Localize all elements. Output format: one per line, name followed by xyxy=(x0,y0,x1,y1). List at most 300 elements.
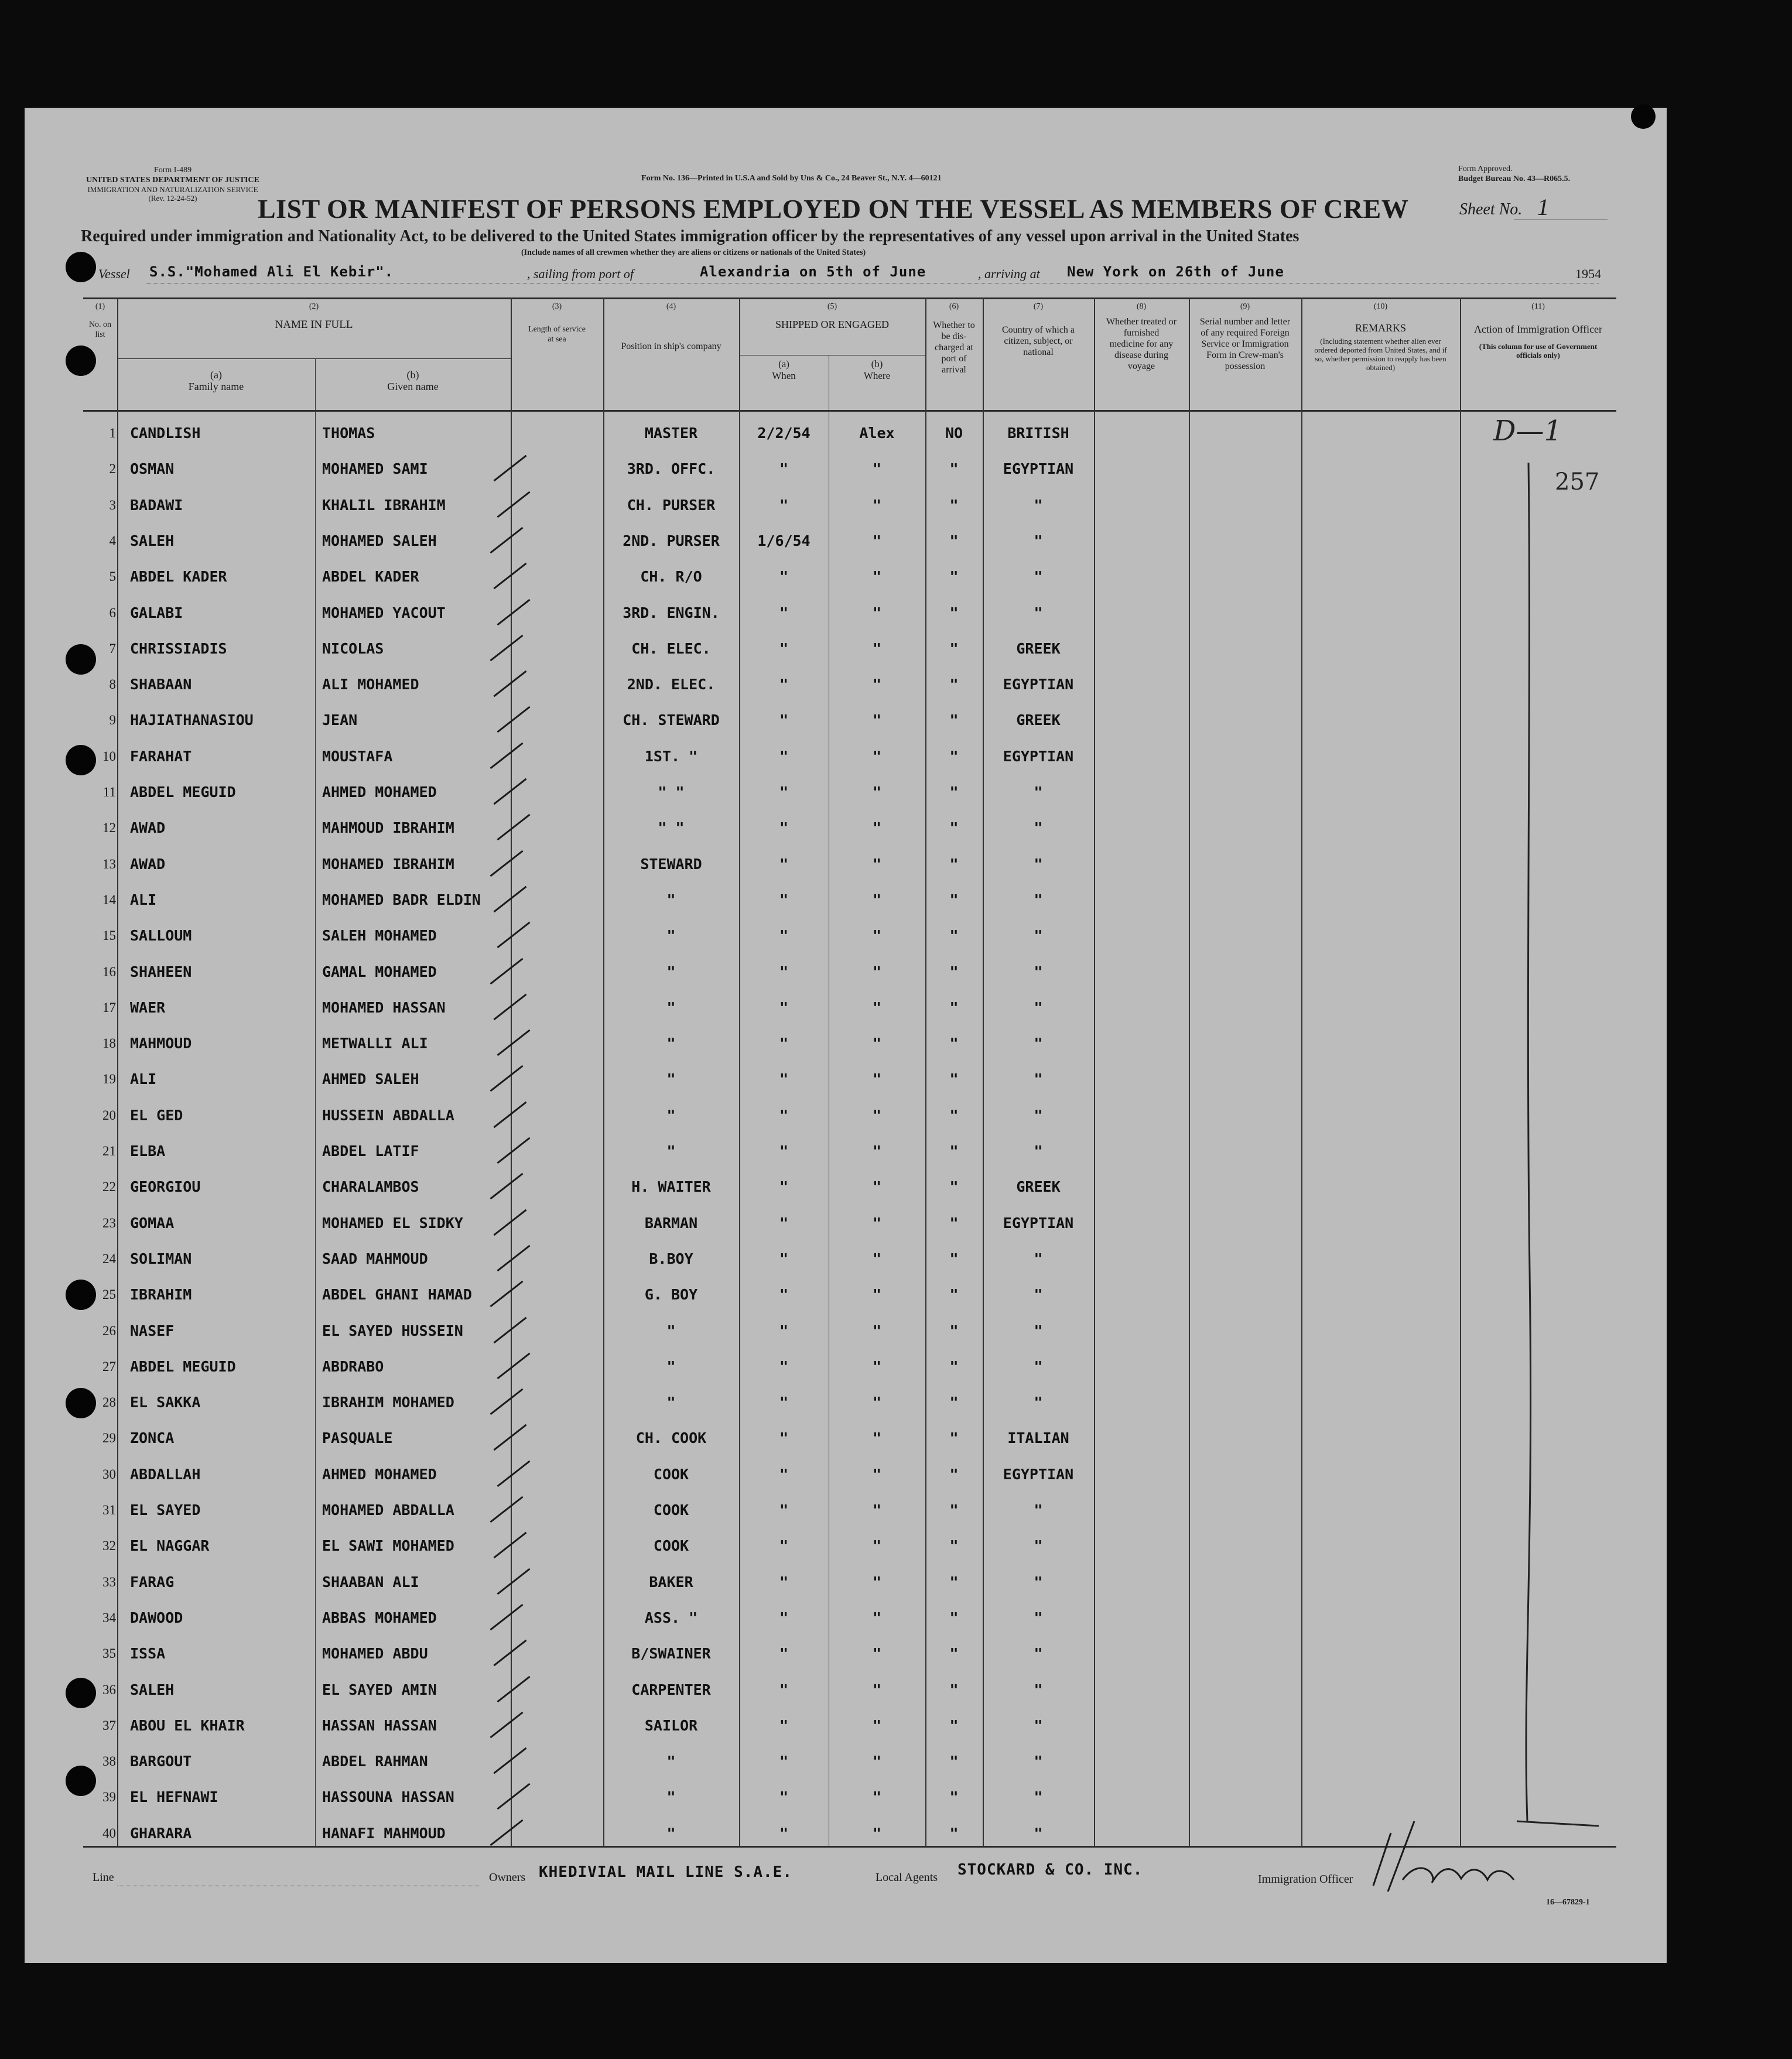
cell-discharged: " xyxy=(949,1215,959,1232)
cell-where: " xyxy=(872,1322,882,1339)
cell-discharged: " xyxy=(949,927,959,944)
cell-discharged: " xyxy=(949,604,959,621)
row-number: 18 xyxy=(102,1036,116,1051)
cell-position: COOK xyxy=(653,1502,689,1518)
cell-country: " xyxy=(1034,1609,1043,1626)
row-number: 35 xyxy=(102,1646,116,1661)
cell-given: EL SAYED HUSSEIN xyxy=(322,1322,463,1339)
handwritten-d-mark: D—1 xyxy=(1493,415,1562,447)
row-number: 28 xyxy=(102,1395,116,1410)
cell-family: AWAD xyxy=(130,819,166,836)
printer-line: Form No. 136—Printed in U.S.A and Sold by Uns & Co., 24 Beaver St., N.Y. 4—60121 xyxy=(641,174,942,183)
cell-family: ABDEL MEGUID xyxy=(130,1358,236,1375)
cell-where: " xyxy=(872,1825,882,1842)
cell-discharged: " xyxy=(949,1825,959,1842)
cell-family: ZONCA xyxy=(130,1429,175,1446)
col-header-country xyxy=(983,302,1094,358)
officer-label: Immigration Officer xyxy=(1258,1873,1353,1886)
cell-discharged: " xyxy=(949,568,959,585)
col-line xyxy=(1094,297,1095,1846)
line-label: Line xyxy=(93,1871,114,1884)
cell-discharged: " xyxy=(949,640,959,657)
cell-position: CH. COOK xyxy=(635,1429,707,1446)
col-header-medicine xyxy=(1094,302,1189,372)
cell-position: G. BOY xyxy=(644,1286,698,1303)
cell-given: MOHAMED YACOUT xyxy=(322,604,446,621)
approved-text: Form Approved. xyxy=(1458,165,1513,173)
cell-family: ABDEL MEGUID xyxy=(130,784,236,801)
table-top-border xyxy=(83,297,1616,299)
cell-given: ABDEL RAHMAN xyxy=(322,1753,428,1770)
cell-discharged: " xyxy=(949,1681,959,1698)
cell-position: " xyxy=(666,1143,676,1160)
cell-family: SALLOUM xyxy=(130,927,192,944)
form-approved xyxy=(1458,164,1570,184)
cell-discharged: " xyxy=(949,963,959,980)
cell-where: " xyxy=(872,1143,882,1160)
cell-when: " xyxy=(779,1609,789,1626)
cell-given: MOHAMED ABDU xyxy=(322,1645,428,1662)
cell-discharged: " xyxy=(949,1466,959,1483)
cell-given: ABBAS MOHAMED xyxy=(322,1609,437,1626)
cell-where: " xyxy=(872,460,882,477)
row-number: 8 xyxy=(109,677,116,692)
cell-family: SHABAAN xyxy=(130,676,192,693)
cell-position: BAKER xyxy=(649,1574,693,1591)
owners-label: Owners xyxy=(489,1871,526,1884)
cell-where: " xyxy=(872,1537,882,1554)
cell-country: " xyxy=(1034,568,1043,585)
sailing-from: Alexandria on 5th of June xyxy=(700,264,926,280)
cell-discharged: " xyxy=(949,784,959,801)
arriving-label: , arriving at xyxy=(978,266,1040,281)
cell-given: MOHAMED HASSAN xyxy=(322,999,446,1016)
cell-country: " xyxy=(1034,604,1043,621)
cell-given: HASSAN HASSAN xyxy=(322,1717,437,1734)
cell-given: AHMED MOHAMED xyxy=(322,1466,437,1483)
row-number: 10 xyxy=(102,749,116,764)
col-title: REMARKS xyxy=(1355,322,1407,334)
cell-country: " xyxy=(1034,856,1043,873)
punch-hole xyxy=(66,346,96,376)
row-number: 17 xyxy=(102,1000,116,1015)
cell-discharged: " xyxy=(949,1717,959,1734)
vessel-name: S.S."Mohamed Ali El Kebir". xyxy=(149,264,394,280)
col-header-when: (a) When xyxy=(772,358,796,381)
cell-when: " xyxy=(779,1681,789,1698)
cell-given: MOHAMED IBRAHIM xyxy=(322,856,454,873)
row-number: 1 xyxy=(109,426,116,440)
col-num: (8) xyxy=(1136,302,1147,311)
row-number: 12 xyxy=(102,820,116,835)
cell-position: B.BOY xyxy=(649,1250,693,1267)
cell-where: " xyxy=(872,1178,882,1195)
row-number: 31 xyxy=(102,1503,116,1517)
cell-country: GREEK xyxy=(1016,1178,1061,1195)
form-code: 16—67829-1 xyxy=(1546,1898,1590,1907)
col-line xyxy=(1189,297,1190,1846)
cell-where: " xyxy=(872,640,882,657)
cell-discharged: " xyxy=(949,891,959,908)
cell-given: GAMAL MOHAMED xyxy=(322,963,437,980)
cell-country: ITALIAN xyxy=(1007,1429,1069,1446)
cell-where: " xyxy=(872,784,882,801)
cell-given: MOUSTAFA xyxy=(322,748,393,765)
cell-position: " xyxy=(666,1035,676,1052)
col-header-discharged xyxy=(925,302,983,375)
col-num: (7) xyxy=(1033,302,1044,311)
cell-position: COOK xyxy=(653,1466,689,1483)
cell-where: " xyxy=(872,712,882,728)
cell-discharged: NO xyxy=(945,425,963,442)
cell-when: " xyxy=(779,1035,789,1052)
vessel-label: Vessel xyxy=(98,266,130,281)
cell-position: " xyxy=(666,1070,676,1087)
row-number: 37 xyxy=(102,1718,116,1733)
row-number: 3 xyxy=(109,498,116,512)
cell-when: " xyxy=(779,784,789,801)
cell-family: WAER xyxy=(130,999,166,1016)
col-num: (2) xyxy=(309,302,319,311)
cell-country: GREEK xyxy=(1016,640,1061,657)
cell-country: " xyxy=(1034,1394,1043,1411)
cell-family: SALEH xyxy=(130,1681,175,1698)
cell-given: EL SAYED AMIN xyxy=(322,1681,437,1698)
revision: (Rev. 12-24-52) xyxy=(148,194,197,203)
cell-position: 2ND. ELEC. xyxy=(627,676,716,693)
col-num: (1) xyxy=(95,302,105,311)
row-number: 36 xyxy=(102,1682,116,1697)
cell-family: ALI xyxy=(130,1070,157,1087)
cell-when: " xyxy=(779,927,789,944)
cell-where: " xyxy=(872,676,882,693)
row-number: 15 xyxy=(102,928,116,943)
cell-when: " xyxy=(779,819,789,836)
cell-where: " xyxy=(872,891,882,908)
cell-when: " xyxy=(779,963,789,980)
cell-given: EL SAWI MOHAMED xyxy=(322,1537,454,1554)
cell-country: " xyxy=(1034,1645,1043,1662)
cell-given: SHAABAN ALI xyxy=(322,1574,419,1591)
row-number: 29 xyxy=(102,1431,116,1445)
col-num: (10) xyxy=(1373,302,1388,311)
cell-country: EGYPTIAN xyxy=(1003,1215,1074,1232)
name-subheader-line xyxy=(117,358,511,359)
cell-where: " xyxy=(872,999,882,1016)
cell-family: OSMAN xyxy=(130,460,175,477)
cell-position: MASTER xyxy=(644,425,698,442)
cell-when: " xyxy=(779,640,789,657)
col-num: (4) xyxy=(666,302,676,311)
form-subtitle-note: (Include names of all crewmen whether they are aliens or citizens or nationals of the United States) xyxy=(521,248,866,257)
cell-country: GREEK xyxy=(1016,712,1061,728)
cell-discharged: " xyxy=(949,1788,959,1805)
cell-family: SHAHEEN xyxy=(130,963,192,980)
form-subtitle: Required under immigration and Nationality Act, to be delivered to the United States immigration officer by the representatives of any vessel upon arrival in the United States xyxy=(81,227,1299,245)
cell-position: " xyxy=(666,927,676,944)
cell-country: " xyxy=(1034,532,1043,549)
row-number: 6 xyxy=(109,606,116,620)
cell-family: GHARARA xyxy=(130,1825,192,1842)
col-title: SHIPPED OR ENGAGED xyxy=(775,319,889,330)
officer-signature xyxy=(1367,1810,1520,1897)
row-number: 9 xyxy=(109,713,116,727)
header-bottom-border xyxy=(83,410,1616,412)
cell-where: " xyxy=(872,568,882,585)
row-number: 11 xyxy=(102,785,116,799)
cell-discharged: " xyxy=(949,856,959,873)
row-number: 2 xyxy=(109,461,116,476)
cell-position: COOK xyxy=(653,1537,689,1554)
cell-where: " xyxy=(872,1574,882,1591)
cell-when: " xyxy=(779,460,789,477)
cell-given: SALEH MOHAMED xyxy=(322,927,437,944)
cell-family: AWAD xyxy=(130,856,166,873)
cell-family: FARAG xyxy=(130,1574,175,1591)
cell-discharged: " xyxy=(949,1178,959,1195)
cell-country: " xyxy=(1034,1143,1043,1160)
cell-discharged: " xyxy=(949,1035,959,1052)
form-number: Form I-489 xyxy=(153,166,192,175)
cell-position: 3RD. OFFC. xyxy=(627,460,716,477)
cell-given: MOHAMED ABDALLA xyxy=(322,1502,454,1518)
col-note: (This column for use of Government officials only) xyxy=(1479,342,1598,360)
cell-discharged: " xyxy=(949,1574,959,1591)
cell-when: " xyxy=(779,1466,789,1483)
cell-position: CH. R/O xyxy=(640,568,702,585)
col-line xyxy=(1301,297,1302,1846)
cell-when: " xyxy=(779,676,789,693)
cell-discharged: " xyxy=(949,1753,959,1770)
cell-given: HUSSEIN ABDALLA xyxy=(322,1107,454,1124)
cell-country: " xyxy=(1034,927,1043,944)
cell-when: " xyxy=(779,497,789,514)
cell-given: MOHAMED SALEH xyxy=(322,532,437,549)
cell-when: " xyxy=(779,1358,789,1375)
cell-where: " xyxy=(872,1429,882,1446)
cell-family: ABDEL KADER xyxy=(130,568,227,585)
row-number: 16 xyxy=(102,964,116,979)
cell-when: " xyxy=(779,1717,789,1734)
row-number: 39 xyxy=(102,1790,116,1804)
cell-discharged: " xyxy=(949,1358,959,1375)
cell-where: " xyxy=(872,1788,882,1805)
cell-when: " xyxy=(779,568,789,585)
sheet-label: Sheet No. xyxy=(1459,200,1523,218)
cell-where: " xyxy=(872,1215,882,1232)
agents: STOCKARD & CO. INC. xyxy=(957,1861,1143,1879)
cell-given: AHMED SALEH xyxy=(322,1070,419,1087)
col-title: Country of which a citizen, subject, or national xyxy=(1002,325,1075,357)
cell-when: " xyxy=(779,1574,789,1591)
cell-family: EL HEFNAWI xyxy=(130,1788,218,1805)
cell-when: " xyxy=(779,1178,789,1195)
cell-discharged: " xyxy=(949,497,959,514)
cell-when: " xyxy=(779,1322,789,1339)
cell-country: BRITISH xyxy=(1007,425,1069,442)
cell-family: IBRAHIM xyxy=(130,1286,192,1303)
department: UNITED STATES DEPARTMENT OF JUSTICE xyxy=(86,176,259,184)
cell-position: STEWARD xyxy=(640,856,702,873)
cell-given: ALI MOHAMED xyxy=(322,676,419,693)
cell-position: " xyxy=(666,1788,676,1805)
cell-when: 2/2/54 xyxy=(757,425,810,442)
cell-where: " xyxy=(872,604,882,621)
cell-family: MAHMOUD xyxy=(130,1035,192,1052)
cell-country: " xyxy=(1034,1502,1043,1518)
cell-when: " xyxy=(779,604,789,621)
col-header-service xyxy=(511,302,603,344)
cell-position: " xyxy=(666,1394,676,1411)
col-title: Serial number and letter of any required Foreign Service or Immigration Form in Crew-man's possession xyxy=(1199,317,1291,371)
cell-where: " xyxy=(872,1681,882,1698)
form-id-block xyxy=(76,165,269,203)
row-number: 4 xyxy=(109,533,116,548)
row-number: 5 xyxy=(109,569,116,584)
cell-country: " xyxy=(1034,1537,1043,1554)
col-header-given: (b) Given name xyxy=(387,369,439,392)
row-number: 33 xyxy=(102,1575,116,1589)
cell-country: " xyxy=(1034,1286,1043,1303)
col-header-serial xyxy=(1189,302,1301,372)
col-title: Whether to be dis-charged at port of arrival xyxy=(933,320,975,375)
cell-discharged: " xyxy=(949,1609,959,1626)
col-header-action xyxy=(1460,302,1616,360)
cell-given: HASSOUNA HASSAN xyxy=(322,1788,454,1805)
cell-where: Alex xyxy=(859,425,895,442)
cell-when: " xyxy=(779,999,789,1016)
cell-given: ABDEL KADER xyxy=(322,568,419,585)
owners: KHEDIVIAL MAIL LINE S.A.E. xyxy=(539,1863,792,1881)
cell-discharged: " xyxy=(949,1107,959,1124)
row-number: 14 xyxy=(102,892,116,907)
cell-position: H. WAITER xyxy=(631,1178,711,1195)
cell-country: " xyxy=(1034,891,1043,908)
cell-country: " xyxy=(1034,1107,1043,1124)
cell-position: " " xyxy=(658,784,685,801)
row-number: 32 xyxy=(102,1538,116,1553)
cell-where: " xyxy=(872,963,882,980)
cell-position: " xyxy=(666,1825,676,1842)
cell-family: ELBA xyxy=(130,1143,166,1160)
cell-where: " xyxy=(872,748,882,765)
cell-country: EGYPTIAN xyxy=(1003,460,1074,477)
cell-given: MAHMOUD IBRAHIM xyxy=(322,819,454,836)
cell-given: MOHAMED BADR ELDIN xyxy=(322,891,481,908)
cell-position: " xyxy=(666,963,676,980)
cell-position: CH. ELEC. xyxy=(631,640,711,657)
col-title: Action of Immigration Officer xyxy=(1473,323,1603,335)
handwritten-bracket xyxy=(1499,451,1616,1833)
cell-discharged: " xyxy=(949,1394,959,1411)
cell-when: " xyxy=(779,1250,789,1267)
cell-position: ASS. " xyxy=(644,1609,698,1626)
cell-discharged: " xyxy=(949,1250,959,1267)
cell-family: EL NAGGAR xyxy=(130,1537,210,1554)
cell-family: EL SAKKA xyxy=(130,1394,201,1411)
col-num: (9) xyxy=(1240,302,1250,311)
cell-country: " xyxy=(1034,963,1043,980)
cell-country: " xyxy=(1034,819,1043,836)
punch-hole xyxy=(66,252,96,282)
cell-family: CANDLISH xyxy=(130,425,201,442)
cell-position: " xyxy=(666,1753,676,1770)
cell-discharged: " xyxy=(949,1143,959,1160)
cell-given: SAAD MAHMOUD xyxy=(322,1250,428,1267)
cell-country: " xyxy=(1034,1681,1043,1698)
col-num: (6) xyxy=(949,302,959,311)
cell-position: B/SWAINER xyxy=(631,1645,711,1662)
col-header-number xyxy=(83,302,117,340)
cell-family: ABDALLAH xyxy=(130,1466,201,1483)
row-number: 27 xyxy=(102,1359,116,1374)
cell-when: " xyxy=(779,1107,789,1124)
row-number: 38 xyxy=(102,1754,116,1769)
cell-when: " xyxy=(779,1394,789,1411)
cell-country: " xyxy=(1034,784,1043,801)
cell-position: " " xyxy=(658,819,685,836)
cell-country: EGYPTIAN xyxy=(1003,748,1074,765)
punch-hole xyxy=(1631,104,1656,129)
row-number: 21 xyxy=(102,1144,116,1158)
cell-country: " xyxy=(1034,1035,1043,1052)
row-number: 26 xyxy=(102,1323,116,1338)
cell-given: MOHAMED SAMI xyxy=(322,460,428,477)
cell-country: " xyxy=(1034,1322,1043,1339)
cell-country: " xyxy=(1034,1717,1043,1734)
cell-discharged: " xyxy=(949,1286,959,1303)
year: 1954 xyxy=(1575,266,1601,281)
row-number: 40 xyxy=(102,1826,116,1841)
cell-family: HAJIATHANASIOU xyxy=(130,712,254,728)
cell-family: ALI xyxy=(130,891,157,908)
cell-family: GOMAA xyxy=(130,1215,175,1232)
cell-country: " xyxy=(1034,1250,1043,1267)
cell-given: ABDEL GHANI HAMAD xyxy=(322,1286,472,1303)
row-number: 25 xyxy=(102,1287,116,1302)
cell-where: " xyxy=(872,497,882,514)
col-line xyxy=(315,358,316,1846)
cell-where: " xyxy=(872,1286,882,1303)
cell-given: METWALLI ALI xyxy=(322,1035,428,1052)
handwritten-number: 257 xyxy=(1555,468,1600,495)
row-number: 30 xyxy=(102,1467,116,1482)
cell-given: ABDEL LATIF xyxy=(322,1143,419,1160)
cell-where: " xyxy=(872,1609,882,1626)
cell-when: " xyxy=(779,1537,789,1554)
cell-when: " xyxy=(779,1825,789,1842)
cell-when: " xyxy=(779,1429,789,1446)
cell-when: " xyxy=(779,1286,789,1303)
cell-country: " xyxy=(1034,1070,1043,1087)
cell-when: " xyxy=(779,1645,789,1662)
cell-country: EGYPTIAN xyxy=(1003,1466,1074,1483)
cell-given: JEAN xyxy=(322,712,358,728)
cell-where: " xyxy=(872,1717,882,1734)
col-header-where: (b) Where xyxy=(863,358,891,381)
row-number: 20 xyxy=(102,1108,116,1123)
cell-when: " xyxy=(779,1788,789,1805)
cell-where: " xyxy=(872,1394,882,1411)
col-num: (11) xyxy=(1531,302,1545,311)
cell-discharged: " xyxy=(949,460,959,477)
cell-position: 2ND. PURSER xyxy=(623,532,720,549)
cell-when: 1/6/54 xyxy=(757,532,810,549)
cell-country: " xyxy=(1034,999,1043,1016)
cell-given: CHARALAMBOS xyxy=(322,1178,419,1195)
cell-where: " xyxy=(872,1250,882,1267)
row-number: 23 xyxy=(102,1216,116,1230)
